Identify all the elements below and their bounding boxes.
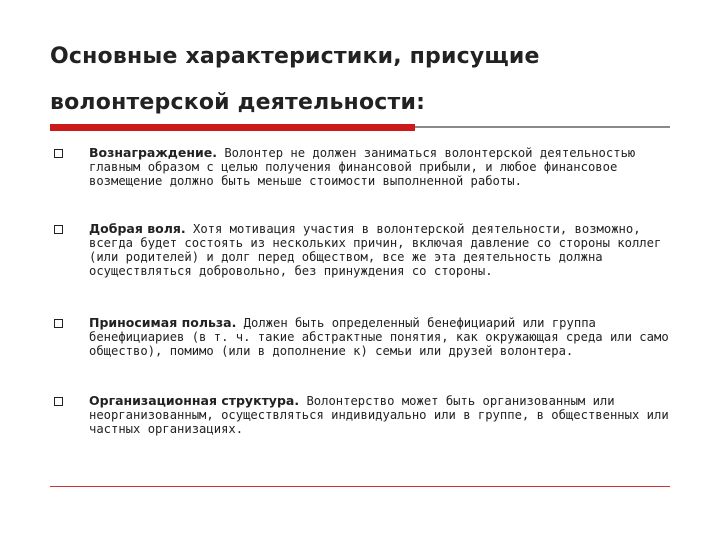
list-item-body: Волонтерство может быть организованным или неорганизованным, осуществляться индивидуально или в группе, в общественных или частных организациях. <box>89 394 669 436</box>
slide-title <box>50 34 670 126</box>
list-item-text <box>89 394 669 436</box>
title-accent-bar <box>50 124 415 131</box>
list-item-term: Вознаграждение. <box>89 145 217 160</box>
square-bullet-icon <box>54 319 63 328</box>
list-item-term: Приносимая польза. <box>89 315 237 330</box>
square-bullet-icon <box>54 397 63 406</box>
square-bullet-icon <box>54 225 63 234</box>
list-item-body: Должен быть определенный бенефициарий или группа бенефициариев (в т. ч. такие абстрактные понятия, как окружающая среда или само общество), помимо (или в дополнение к) семьи или друзей волонтера. <box>89 316 669 358</box>
list-item-text <box>89 222 669 278</box>
slide-title-line-2: волонтерской деятельности: <box>50 90 426 115</box>
bottom-divider <box>50 486 670 487</box>
list-item-text <box>89 316 669 358</box>
list-item-term: Добрая воля. <box>89 221 186 236</box>
list-item-term: Организационная структура. <box>89 393 300 408</box>
list-item-body: Хотя мотивация участия в волонтерской деятельности, возможно, всегда будет состоять из нескольких причин, включая давление со стороны коллег (или родителей) и долг перед обществом, все же эта деятельность должна осуществляться добровольно, без принуждения со стороны. <box>89 222 662 278</box>
slide-title-line-1: Основные характеристики, присущие <box>50 44 540 69</box>
square-bullet-icon <box>54 149 63 158</box>
list-item-body: Волонтер не должен заниматься волонтерской деятельностью главным образом с целью получения финансовой прибыли, и любое финансовое возмещение должно быть меньше стоимости выполненной работы. <box>89 146 636 188</box>
list-item-text <box>89 146 669 188</box>
